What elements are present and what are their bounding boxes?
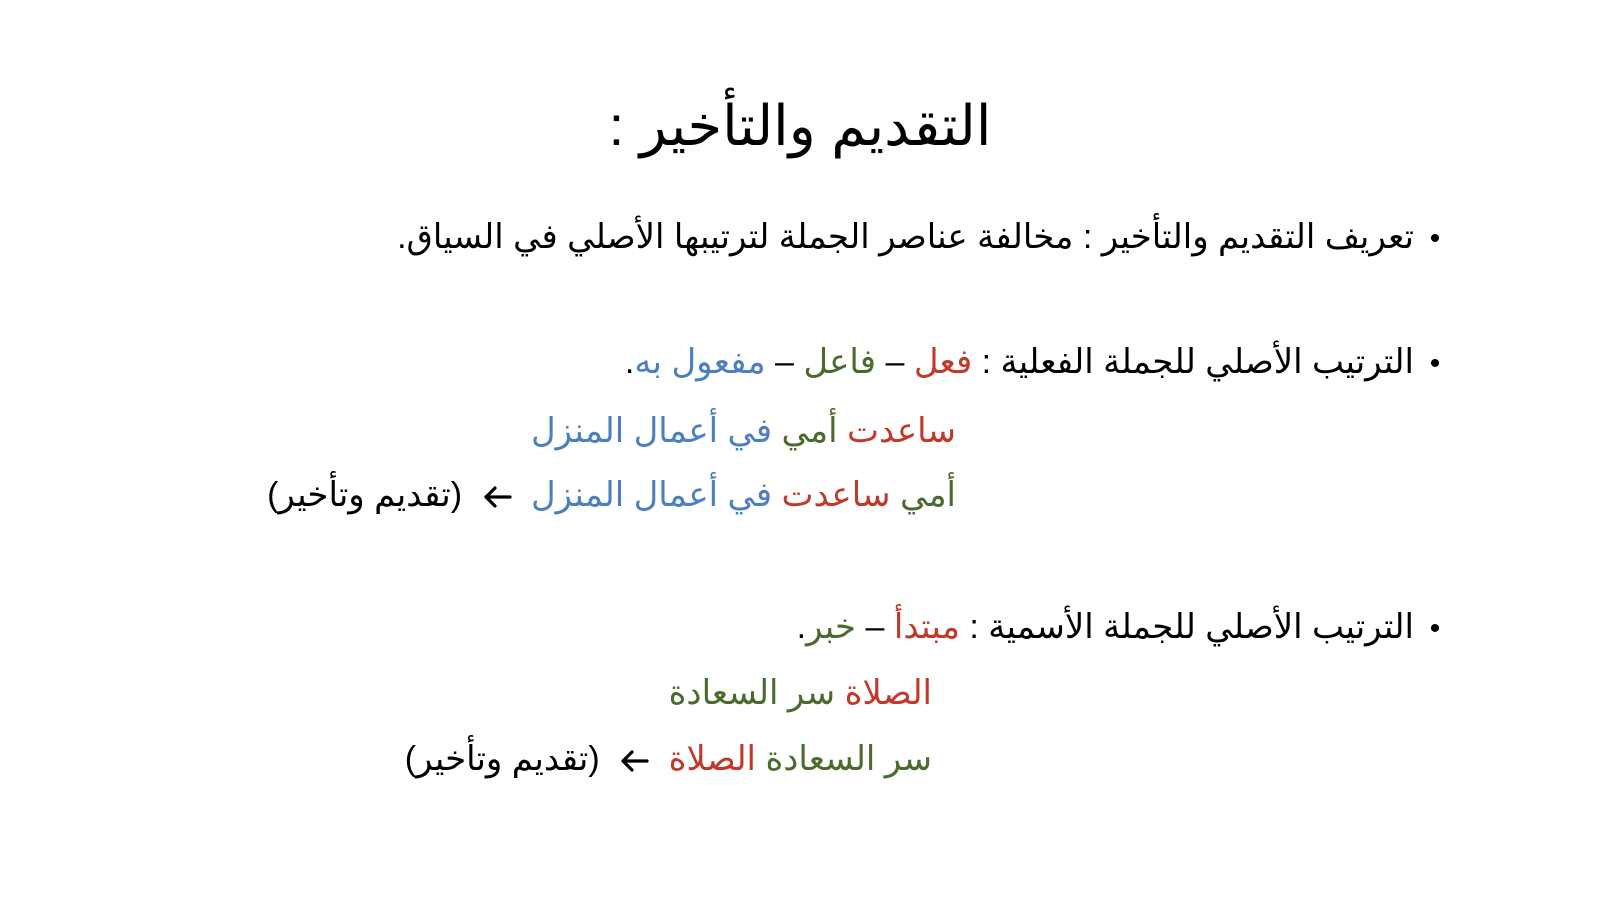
- example-verb: ساعدت: [781, 476, 891, 514]
- example-object: في أعمال المنزل: [530, 412, 773, 450]
- reorder-note: (تقديم وتأخير): [267, 476, 463, 514]
- example-verb: ساعدت: [847, 412, 956, 450]
- verbal-order-prefix: الترتيب الأصلي للجملة الفعلية :: [972, 343, 1414, 381]
- nominal-example-original: [669, 676, 932, 710]
- bullet-dot-icon: •: [1429, 347, 1441, 380]
- verbal-order-end: .: [624, 343, 635, 381]
- definition-text: تعريف التقديم والتأخير : مخالفة عناصر الجملة لترتيبها الأصلي في السياق.: [397, 218, 1414, 256]
- nominal-order-prefix: الترتيب الأصلي للجملة الأسمية :: [959, 608, 1414, 646]
- nominal-order-dash: –: [856, 608, 894, 646]
- example-object: في أعمال المنزل: [530, 476, 773, 514]
- bullet-dot-icon: •: [1429, 612, 1441, 645]
- bullet-definition: [397, 220, 1450, 254]
- arrow-left-icon: [482, 485, 512, 509]
- nominal-order-mubtada: مبتدأ: [893, 608, 960, 646]
- verbal-order-dash-1: –: [876, 343, 914, 381]
- verbal-order-object: مفعول به: [634, 343, 766, 381]
- example-mubtada: الصلاة: [844, 674, 932, 712]
- verbal-order-dash-2: –: [765, 343, 804, 381]
- arrow-left-icon: [619, 749, 649, 773]
- example-subject: أمي: [900, 476, 956, 514]
- example-khabar: سر السعادة: [668, 674, 836, 712]
- verbal-order-verb: فعل: [913, 343, 973, 381]
- nominal-example-reordered: [405, 742, 932, 776]
- nominal-order-end: .: [796, 608, 807, 646]
- bullet-nominal-sentence-order: [797, 610, 1450, 644]
- bullet-dot-icon: •: [1429, 222, 1441, 255]
- verbal-order-subject: فاعل: [803, 343, 876, 381]
- bullet-verbal-sentence-order: [625, 345, 1450, 379]
- reorder-note: (تقديم وتأخير): [404, 740, 600, 778]
- nominal-order-khabar: خبر: [806, 608, 857, 646]
- example-khabar: سر السعادة: [765, 740, 932, 778]
- example-mubtada: الصلاة: [668, 740, 756, 778]
- example-subject: أمي: [781, 412, 838, 450]
- verbal-example-reordered: [267, 478, 956, 512]
- slide-title: التقديم والتأخير :: [608, 94, 992, 157]
- verbal-example-original: [531, 414, 956, 448]
